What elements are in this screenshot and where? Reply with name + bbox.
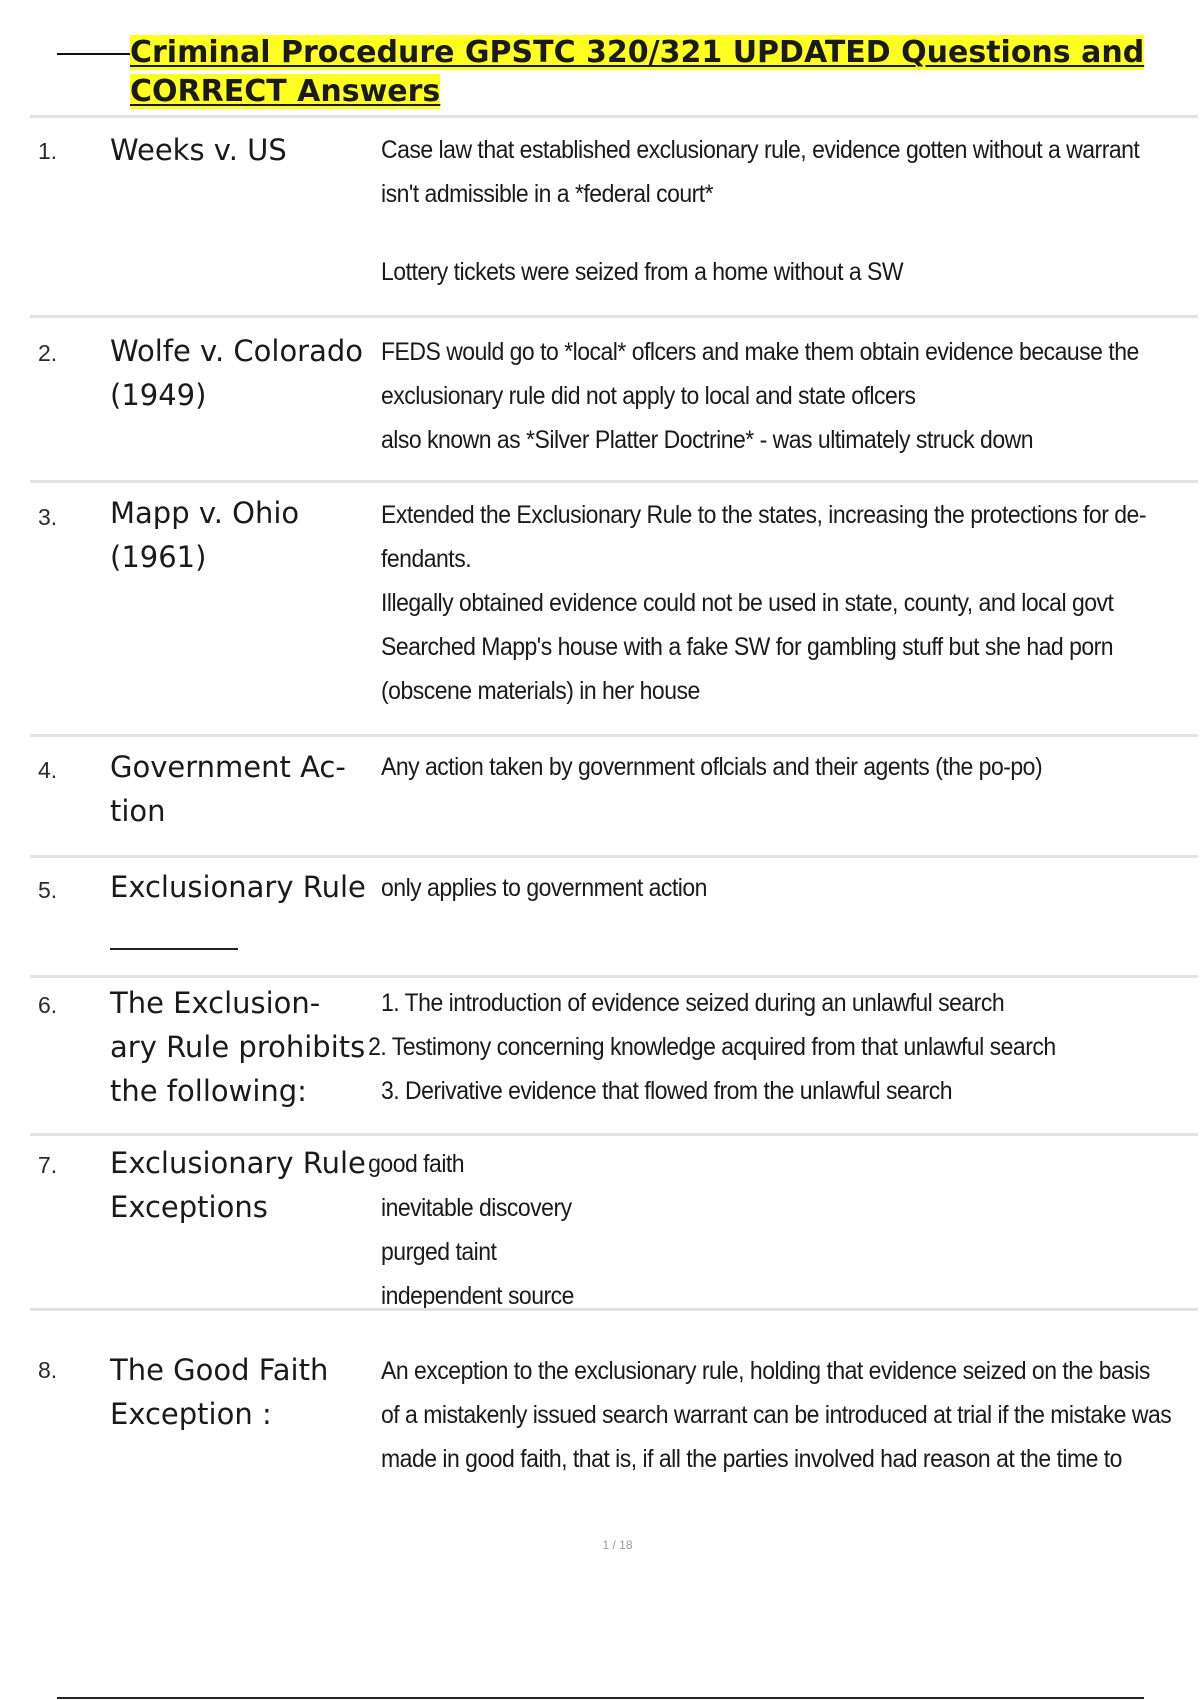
term-line: tion (110, 794, 166, 828)
row-separator (30, 1308, 1198, 1311)
definition-line: made in good faith, that is, if all the parties involved had reason at the time to (381, 1445, 1122, 1473)
entry-1-term: Weeks v. US (110, 133, 287, 167)
entry-6-number: 6. (38, 992, 58, 1018)
definition-line: purged taint (381, 1238, 497, 1266)
title-leading-rule (57, 53, 132, 55)
entry-1-definition (381, 128, 1139, 294)
entry-2-number: 2. (38, 340, 58, 366)
entry-2-term (110, 329, 363, 417)
definition-line: FEDS would go to *local* oflcers and make them obtain evidence because the (381, 338, 1139, 366)
definition-line: Any action taken by government oflcials and their agents (the po-po) (381, 753, 1043, 781)
term-line: Government Ac- (110, 750, 346, 784)
entry-7-number: 7. (38, 1152, 58, 1178)
term-line: The Good Faith (110, 1353, 329, 1387)
term-line: The Exclusion- (110, 986, 321, 1020)
term-line: Exclusionary Rule (110, 1146, 366, 1180)
definition-line: Case law that established exclusionary rule, evidence gotten without a warrant (381, 136, 1140, 164)
term-line: (1961) (110, 540, 207, 574)
term-line: Mapp v. Ohio (110, 496, 300, 530)
entry-5-term: Exclusionary Rule (110, 870, 366, 904)
definition-spacer (381, 216, 1139, 250)
definition-line: of a mistakenly issued search warrant can be introduced at trial if the mistake was (381, 1401, 1172, 1429)
document-title-text: Criminal Procedure GPSTC 320/321 UPDATED Questions and CORRECT Answers (130, 35, 1145, 109)
entry-6-definition (368, 981, 1056, 1113)
term-line: ary Rule prohibits (110, 1030, 366, 1064)
entry-5-number: 5. (38, 877, 58, 903)
definition-line: isn't admissible in a *federal court* (381, 180, 714, 208)
entry-7-definition (368, 1142, 574, 1318)
definition-line: 2. Testimony concerning knowledge acquired from that unlawful search (368, 1033, 1056, 1061)
definition-line: Illegally obtained evidence could not be used in state, county, and local govt (381, 589, 1114, 617)
entry-4-term (110, 745, 346, 833)
definition-line: good faith (368, 1150, 465, 1178)
definition-line: fendants. (381, 545, 472, 573)
entry-8-term (110, 1348, 328, 1436)
entry-8-definition (381, 1349, 1171, 1481)
entry-2-definition (381, 330, 1139, 462)
term-line: Exceptions (110, 1190, 268, 1224)
definition-line: also known as *Silver Platter Doctrine* - was ultimately struck down (381, 426, 1034, 454)
entry-5-definition (381, 866, 707, 910)
row-separator (30, 1133, 1198, 1136)
definition-line: 3. Derivative evidence that flowed from the unlawful search (381, 1077, 953, 1105)
definition-line: exclusionary rule did not apply to local and state oflcers (381, 382, 916, 410)
definition-line: only applies to government action (381, 874, 707, 902)
page-indicator: 1 / 18 (602, 1538, 633, 1552)
term-line: Exception : (110, 1397, 272, 1431)
entry-4-number: 4. (38, 757, 58, 783)
row-separator (30, 315, 1198, 318)
definition-line: 1. The introduction of evidence seized during an unlawful search (381, 989, 1005, 1017)
entry-3-number: 3. (38, 504, 58, 530)
definition-line: Extended the Exclusionary Rule to the states, increasing the protections for de- (381, 501, 1146, 529)
definition-line: An exception to the exclusionary rule, holding that evidence seized on the basis (381, 1357, 1150, 1385)
entry-3-definition (381, 493, 1146, 713)
row-separator (30, 855, 1198, 858)
entry-4-definition (381, 745, 1042, 789)
definition-line: inevitable discovery (381, 1194, 572, 1222)
entry-3-term (110, 491, 299, 579)
answer-blank-line (110, 948, 238, 950)
term-line: the following: (110, 1074, 307, 1108)
entry-7-term (110, 1141, 366, 1229)
row-separator (30, 734, 1198, 737)
term-line: (1949) (110, 378, 207, 412)
definition-line: Lottery tickets were seized from a home without a SW (381, 258, 904, 286)
definition-line: Searched Mapp's house with a fake SW for gambling stuff but she had porn (381, 633, 1114, 661)
row-separator (30, 975, 1198, 978)
entry-6-term (110, 981, 365, 1113)
document-title (130, 33, 1190, 111)
definition-line: (obscene materials) in her house (381, 677, 700, 705)
row-separator (30, 115, 1198, 118)
row-separator (30, 480, 1198, 483)
entry-8-number: 8. (38, 1357, 58, 1383)
term-line: Wolfe v. Colorado (110, 334, 364, 368)
entry-1-number: 1. (38, 138, 58, 164)
page-bottom-rule (57, 1697, 1144, 1699)
definition-line: independent source (381, 1282, 574, 1310)
